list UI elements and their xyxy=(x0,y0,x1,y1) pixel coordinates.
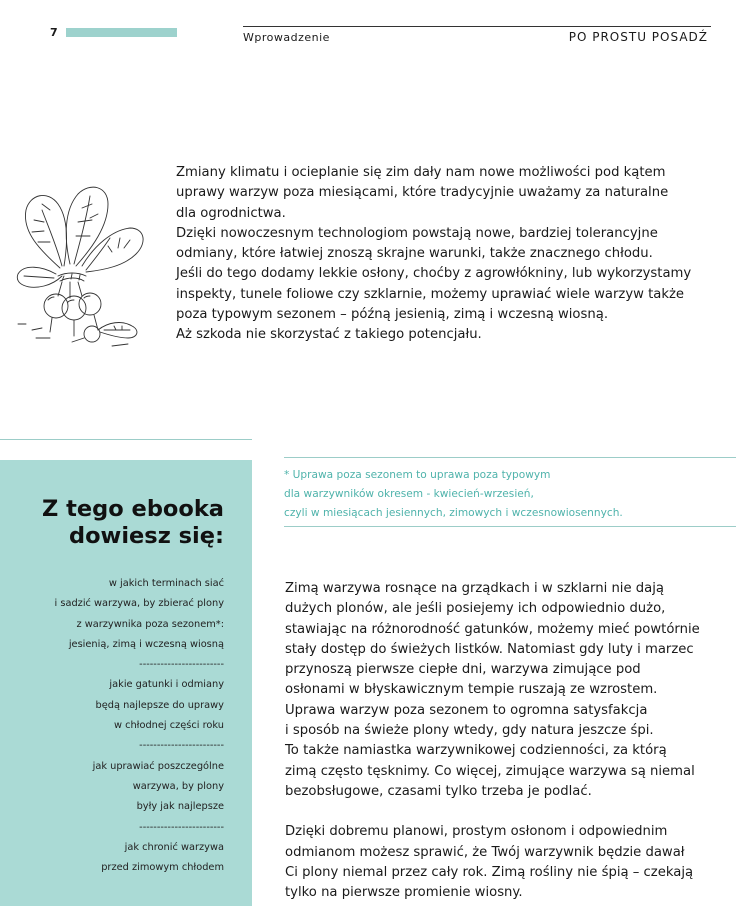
body-line: odmianom możesz sprawić, że Twój warzywnik będzie dawał xyxy=(285,844,685,860)
body-line: osłonami w błyskawicznym tempie ruszają ze wzrostem. xyxy=(285,682,658,698)
footnote-line: * Uprawa poza sezonem to uprawa poza typowym xyxy=(284,469,551,481)
intro-paragraph xyxy=(176,163,716,346)
page-number: 7 xyxy=(50,26,58,39)
body-line: dużych plonów, ale jeśli posiejemy ich odpowiednio dużo, xyxy=(285,601,666,617)
body-line: przynoszą pierwsze ciepłe dni, warzywa zimujące pod xyxy=(285,662,641,678)
intro-line: Dzięki nowoczesnym technologiom powstają nowe, bardziej tolerancyjne xyxy=(176,225,658,241)
left-divider xyxy=(0,439,252,440)
radish-bunch-icon xyxy=(12,180,162,350)
footnote-line: dla warzywników okresem - kwiecień-wrzesień, xyxy=(284,488,534,500)
paragraph-gap xyxy=(285,802,725,822)
sidebar-list-line: jak uprawiać poszczególne xyxy=(92,760,224,772)
intro-line: dla ogrodnictwa. xyxy=(176,205,286,221)
body-line: Zimą warzywa rosnące na grządkach i w szklarni nie dają xyxy=(285,581,664,596)
section-label: Wprowadzenie xyxy=(243,31,330,44)
sidebar-list-line: będą najlepsze do uprawy xyxy=(95,699,224,711)
body-line: Ci plony niemal przez cały rok. Zimą rośliny nie śpią – czekają xyxy=(285,864,694,880)
footnote xyxy=(284,466,724,523)
body-text xyxy=(285,579,725,903)
body-line: Uprawa warzyw poza sezonem to ogromna satysfakcja xyxy=(285,702,648,718)
body-line: To także namiastka warzywnikowej codzienności, za którą xyxy=(285,743,667,759)
sidebar-list xyxy=(0,574,224,878)
body-line: stały dostęp do świeżych listków. Natomiast gdy luty i marzec xyxy=(285,641,694,657)
sidebar-list-line: jak chronić warzywa xyxy=(124,841,224,853)
header-rule xyxy=(243,26,711,27)
body-line: bezobsługowe, czasami tylko trzeba je podlać. xyxy=(285,783,592,799)
sidebar-list-line: przed zimowym chłodem xyxy=(101,862,224,874)
body-line: Dzięki dobremu planowi, prostym osłonom i odpowiednim xyxy=(285,824,668,840)
body-line: i sposób na świeże plony wtedy, gdy natura jeszcze śpi. xyxy=(285,723,654,739)
footnote-rule-bottom xyxy=(284,526,736,527)
body-line: stawiając na różnorodność gatunków, możemy mieć powtórnie xyxy=(285,621,700,637)
sidebar-list-line: i sadzić warzywa, by zbierać plony xyxy=(54,598,224,610)
sidebar-divider: ------------------------ xyxy=(139,659,224,671)
sidebar-list-line: w chłodnej części roku xyxy=(113,720,224,732)
intro-line: odmiany, które łatwiej znoszą skrajne warunki, także znacznego chłodu. xyxy=(176,246,653,262)
sidebar-list-line: jesienią, zimą i wczesną wiosną xyxy=(68,638,224,650)
book-title: PO PROSTU POSADŹ xyxy=(568,30,708,44)
sidebar-heading-line: dowiesz się: xyxy=(68,523,224,549)
footnote-line: czyli w miesiącach jesiennych, zimowych i wczesnowiosennych. xyxy=(284,507,623,519)
intro-line: uprawy warzyw poza miesiącami, które tradycyjnie uważamy za naturalne xyxy=(176,185,669,201)
body-line: zimą często tęsknimy. Co więcej, zimujące warzywa są niemal xyxy=(285,763,695,779)
body-line: tylko na pierwsze promienie wiosny. xyxy=(285,885,523,901)
sidebar-divider: ------------------------ xyxy=(139,821,224,833)
sidebar-box xyxy=(0,460,252,906)
intro-line: Jeśli do tego dodamy lekkie osłony, choćby z agrowłókniny, lub wykorzystamy xyxy=(176,266,692,282)
footnote-rule-top xyxy=(284,457,736,458)
sidebar-list-line: w jakich terminach siać xyxy=(108,578,224,589)
sidebar-heading xyxy=(0,496,224,550)
sidebar-list-line: warzywa, by plony xyxy=(132,780,224,792)
intro-line: inspekty, tunele foliowe czy szklarnie, możemy uprawiać wiele warzyw także xyxy=(176,286,685,302)
sidebar-list-line: z warzywnika poza sezonem*: xyxy=(76,618,224,630)
intro-line: Aż szkoda nie skorzystać z takiego potencjału. xyxy=(176,327,482,343)
sidebar-list-line: jakie gatunki i odmiany xyxy=(109,679,224,691)
intro-line: poza typowym sezonem – późną jesienią, zimą i wczesną wiosną. xyxy=(176,307,609,323)
sidebar-divider: ------------------------ xyxy=(139,740,224,752)
accent-bar xyxy=(66,28,177,37)
sidebar-heading-line: Z tego ebooka xyxy=(42,496,224,522)
sidebar-list-line: były jak najlepsze xyxy=(136,801,224,813)
intro-line: Zmiany klimatu i ocieplanie się zim dały nam nowe możliwości pod kątem xyxy=(176,165,666,180)
